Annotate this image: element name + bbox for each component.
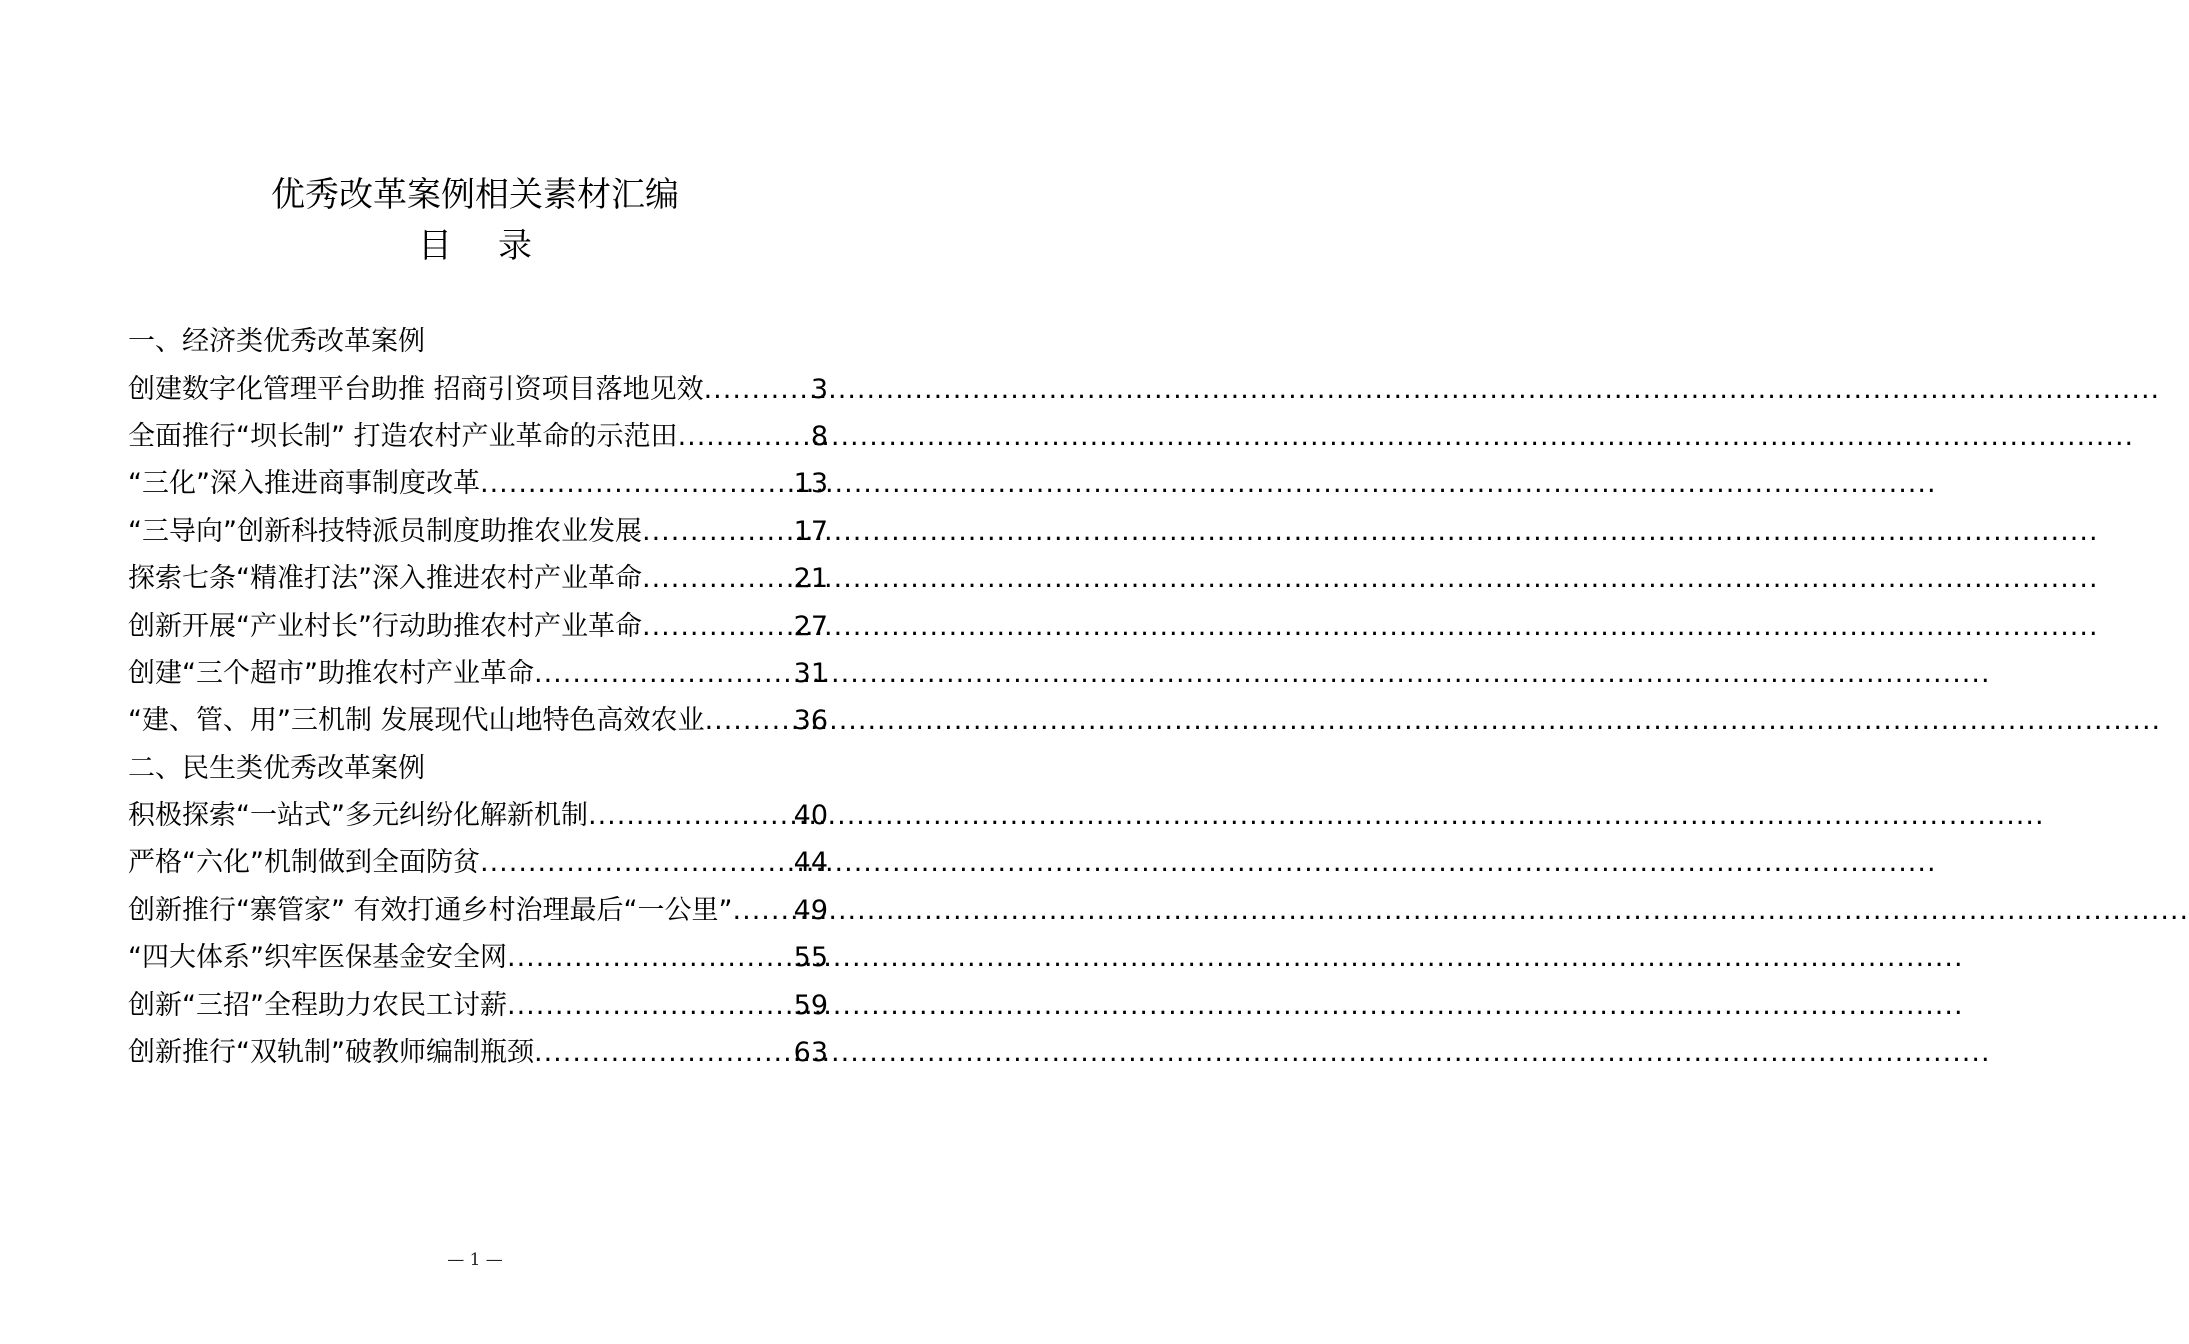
dot-leader (642, 555, 794, 602)
toc-entry-title: 创新开展“产业村长”行动助推农村产业革命 (128, 610, 642, 642)
dot-leader (588, 792, 794, 839)
dot-leader (507, 934, 794, 981)
toc-entry[interactable] (128, 460, 828, 507)
dot-leader (678, 413, 811, 460)
toc-entry-title: “三导向”创新科技特派员制度助推农业发展 (128, 515, 642, 547)
dot-leader (642, 508, 794, 555)
toc-entry[interactable] (128, 697, 828, 744)
toc-entry-page: 27 (793, 610, 828, 642)
toc-entry[interactable] (128, 981, 828, 1028)
toc-entry-title: 全面推行“坝长制” 打造农村产业革命的示范田 (128, 420, 678, 452)
toc-entry[interactable] (128, 413, 828, 460)
toc-entry-page: 8 (810, 420, 828, 452)
toc-heading-char-2: 录 (498, 226, 532, 266)
toc-entry-title: 积极探索“一站式”多元纠纷化解新机制 (128, 800, 588, 832)
toc-entry-page: 63 (793, 1037, 828, 1069)
toc-entry-page: 40 (793, 800, 828, 832)
toc-entry-title: “建、管、用”三机制 发展现代山地特色高效农业 (128, 705, 705, 737)
document-title: 优秀改革案例相关素材汇编 (271, 175, 679, 215)
toc-entry-page: 3 (810, 373, 828, 405)
dot-leader (480, 460, 794, 507)
toc-entry[interactable] (128, 602, 828, 649)
document-page (0, 0, 950, 1344)
dot-leader (534, 650, 794, 697)
toc-entry-title: 严格“六化”机制做到全面防贫 (128, 847, 480, 879)
toc-entry-title: 创新“三招”全程助力农民工讨薪 (128, 989, 507, 1021)
toc-entry[interactable] (128, 839, 828, 886)
toc-entry-page: 44 (793, 847, 828, 879)
toc-entry[interactable] (128, 365, 828, 412)
page-footer-number: — 1 — (447, 1250, 503, 1270)
section-heading-economic: 一、经济类优秀改革案例 (128, 326, 425, 358)
toc-entry[interactable] (128, 1029, 828, 1076)
section-heading-livelihood: 二、民生类优秀改革案例 (128, 752, 425, 784)
toc-entry-page: 59 (793, 989, 828, 1021)
table-of-contents (128, 318, 828, 1076)
toc-entry[interactable] (128, 792, 828, 839)
dot-leader (480, 839, 794, 886)
dot-leader (704, 366, 811, 413)
toc-entry[interactable] (128, 508, 828, 555)
toc-entry-title: 创建数字化管理平台助推 招商引资项目落地见效 (128, 373, 704, 405)
toc-entry-page: 17 (793, 515, 828, 547)
toc-entry-page: 31 (793, 657, 828, 689)
toc-entry-page: 49 (793, 894, 828, 926)
toc-entry-title: 创新推行“寨管家” 有效打通乡村治理最后“一公里” (128, 894, 733, 926)
dot-leader (733, 887, 794, 934)
dot-leader (705, 697, 794, 744)
toc-entry-title: 创建“三个超市”助推农村产业革命 (128, 657, 534, 689)
toc-entry-page: 55 (793, 942, 828, 974)
dot-leader (534, 1029, 794, 1076)
toc-entry-title: 创新推行“双轨制”破教师编制瓶颈 (128, 1037, 534, 1069)
toc-entry-title: 探索七条“精准打法”深入推进农村产业革命 (128, 563, 642, 595)
toc-heading-char-1: 目 (418, 226, 452, 266)
dot-leader (507, 982, 794, 1029)
toc-entry-page: 21 (793, 563, 828, 595)
dot-leader (642, 603, 794, 650)
toc-entry-page: 36 (793, 705, 828, 737)
toc-entry-title: “四大体系”织牢医保基金安全网 (128, 942, 507, 974)
toc-heading (0, 226, 950, 266)
toc-entry[interactable] (128, 650, 828, 697)
toc-entry-page: 13 (793, 468, 828, 500)
toc-entry[interactable] (128, 555, 828, 602)
toc-entry[interactable] (128, 934, 828, 981)
toc-entry[interactable] (128, 887, 828, 934)
toc-entry-title: “三化”深入推进商事制度改革 (128, 468, 480, 500)
